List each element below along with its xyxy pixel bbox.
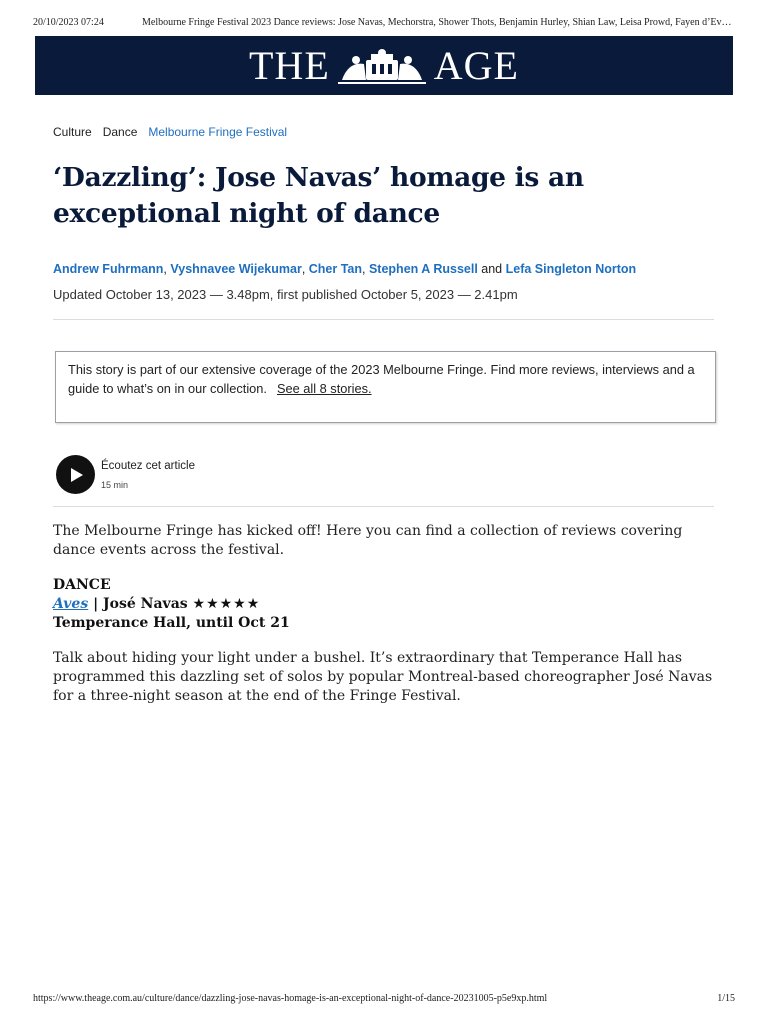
author-separator: , [362, 262, 369, 276]
review-meta [53, 576, 715, 633]
author-link[interactable]: Lefa Singleton Norton [505, 262, 637, 276]
divider [53, 506, 714, 507]
byline [53, 262, 636, 276]
masthead-age: AGE [433, 42, 519, 88]
author-link[interactable]: Vyshnavee Wijekumar [170, 262, 302, 276]
article-headline: ‘Dazzling’: Jose Navas’ homage is an exceptional night of dance [53, 162, 584, 229]
author-separator: , [163, 262, 171, 276]
review-body: Talk about hiding your light under a bushel. It’s extraordinary that Temperance Hall has programmed this dazzling set of solos by popular Montreal-based choreographer José Navas for a three-night season at the end of the Fringe Festival. [53, 650, 713, 704]
star-rating: ★★★★★ [192, 596, 261, 612]
play-button[interactable] [56, 455, 95, 494]
print-footer [0, 993, 768, 1007]
print-header [0, 13, 768, 29]
author-and: and [477, 262, 506, 276]
article-intro: The Melbourne Fringe has kicked off! Here you can find a collection of reviews covering dance events across the festival. [53, 523, 683, 558]
collection-callout [55, 351, 716, 423]
divider [53, 319, 714, 320]
print-page-title: Melbourne Fringe Festival 2023 Dance reviews: Jose Navas, Mechorstra, Shower Thots, Benjamin Hurley, Shian Law, Leisa Prowd, Fayen d’Ev… [142, 17, 732, 28]
play-icon [70, 467, 84, 483]
review-venue: Temperance Hall, until Oct 21 [53, 615, 290, 631]
print-page-number: 1/15 [717, 993, 735, 1004]
print-datetime: 20/10/2023 07:24 [33, 17, 104, 28]
audio-player [56, 455, 356, 495]
review-title-line [53, 595, 715, 614]
breadcrumb-culture[interactable]: Culture [53, 125, 92, 139]
show-title-link[interactable]: Aves [53, 596, 89, 612]
author-link[interactable]: Stephen A Russell [368, 262, 478, 276]
breadcrumb-melbourne-fringe[interactable]: Melbourne Fringe Festival [148, 125, 288, 139]
see-all-stories-link[interactable]: See all 8 stories. [276, 381, 372, 396]
article-dates: Updated October 13, 2023 — 3.48pm, first published October 5, 2023 — 2.41pm [53, 287, 518, 302]
masthead-the: THE [249, 42, 330, 88]
audio-duration: 15 min [101, 480, 129, 490]
breadcrumb [53, 125, 287, 139]
audio-title: Écoutez cet article [101, 460, 195, 472]
review-category: DANCE [53, 577, 111, 593]
masthead[interactable] [35, 36, 733, 95]
breadcrumb-dance[interactable]: Dance [102, 125, 138, 139]
author-separator: , [301, 262, 309, 276]
coat-of-arms-icon [336, 46, 428, 86]
callout-text: This story is part of our extensive coverage of the 2023 Melbourne Fringe. Find more reviews, interviews and a guide to what’s on in our collection. [68, 362, 695, 396]
author-link[interactable]: Cher Tan [308, 262, 363, 276]
review-artist: | José Navas [88, 596, 193, 612]
print-url: https://www.theage.com.au/culture/dance/dazzling-jose-navas-homage-is-an-exceptional-night-of-dance-20231005-p5e9xp.html [33, 993, 548, 1004]
author-link[interactable]: Andrew Fuhrmann [53, 262, 164, 276]
